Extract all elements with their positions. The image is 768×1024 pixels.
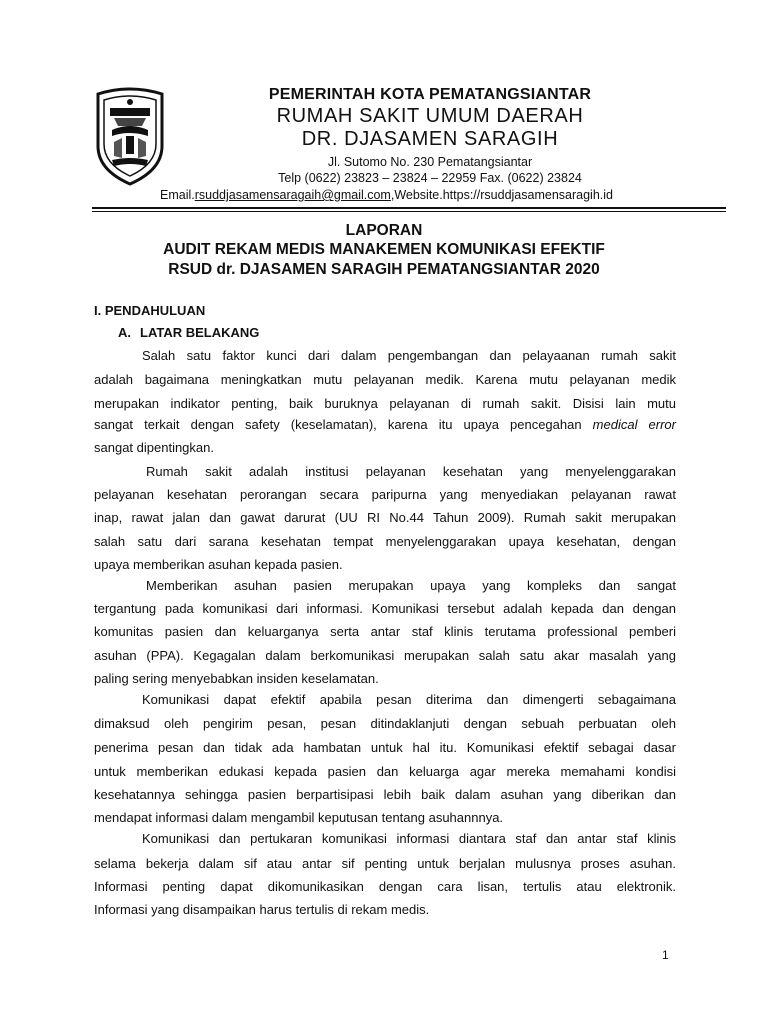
email-link[interactable]: rsuddjasamensaragaih@gmail.com <box>194 188 391 202</box>
paragraph-line: selama bekerja dalam sif atau antar sif penting untuk berjalan mulusnya proses asuhan. <box>94 856 676 871</box>
subsection-title: LATAR BELAKANG <box>140 325 260 340</box>
hospital-name-line2: DR. DJASAMEN SARAGIH <box>301 128 559 150</box>
website-text: ,Website.https://rsuddjasamensaragih.id <box>390 188 613 202</box>
hospital-address: Jl. Sutomo No. 230 Pematangsiantar <box>327 155 533 169</box>
paragraph-line: Informasi yang disampaikan harus tertulis di rekam medis. <box>94 902 430 917</box>
paragraph-line: Rumah sakit adalah institusi pelayanan kesehatan yang menyelenggarakan <box>146 464 676 479</box>
paragraph-line: Memberikan asuhan pasien merupakan upaya yang kompleks dan sangat <box>146 578 676 593</box>
hospital-contact <box>160 188 613 202</box>
paragraph-line: untuk memberikan edukasi kepada pasien dan keluarga agar mereka memahami kondisi <box>94 764 676 779</box>
paragraph-line: Informasi penting dapat dikomunikasikan dengan cara lisan, tertulis atau elektronik. <box>94 879 676 894</box>
subsection-number: A. <box>118 325 131 340</box>
paragraph-line: Salah satu faktor kunci dari dalam pengembangan dan pelayaanan rumah sakit <box>142 348 676 363</box>
section-heading: I. PENDAHULUAN <box>94 303 206 318</box>
hospital-name-line1: RUMAH SAKIT UMUM DAERAH <box>276 105 584 127</box>
report-title-line1: LAPORAN <box>345 222 423 239</box>
paragraph-line: asuhan (PPA). Kegagalan dalam berkomunikasi merupakan salah satu akar masalah yang <box>94 648 676 663</box>
paragraph-line: tergantung pada komunikasi dari informasi. Komunikasi tersebut adalah kepada dan dengan <box>94 601 676 616</box>
paragraph-line: inap, rawat jalan dan gawat darurat (UU RI No.44 Tahun 2009). Rumah sakit merupakan <box>94 510 676 525</box>
paragraph-line: paling sering menyebabkan insiden keselamatan. <box>94 671 379 686</box>
paragraph-line: merupakan indikator penting, baik buruknya pelayanan di rumah sakit. Disisi lain mutu <box>94 396 676 411</box>
email-prefix: Email. <box>160 188 195 202</box>
paragraph-line: pelayanan kesehatan perorangan secara paripurna yang menyediakan pelayanan rawat <box>94 487 676 502</box>
paragraph-line: komunitas pasien dan keluarganya serta antar staf klinis terutama professional pemberi <box>94 624 676 639</box>
paragraph-line <box>94 417 676 433</box>
paragraph-line: Komunikasi dan pertukaran komunikasi informasi diantara staf dan antar staf klinis <box>142 831 676 846</box>
italic-term: medical error <box>592 417 676 432</box>
paragraph-text: sangat terkait dengan safety (keselamatan), karena itu upaya pencegahan <box>94 417 582 432</box>
paragraph-line: kesehatannya sehingga pasien berpartisipasi lebih baik dalam asuhan yang diberikan dan <box>94 787 676 802</box>
letterhead-rule-thick <box>92 207 726 209</box>
hospital-phone: Telp (0622) 23823 – 23824 – 22959 Fax. (0622) 23824 <box>278 171 582 185</box>
paragraph-line: penerima pesan dan tidak ada hambatan untuk hal itu. Komunikasi efektif sebagai dasar <box>94 740 676 755</box>
letterhead-rule-thin <box>92 211 726 212</box>
paragraph-line: Komunikasi dapat efektif apabila pesan diterima dan dimengerti sebagaimana <box>142 692 676 707</box>
paragraph-line: dimaksud oleh pengirim pesan, pesan ditindaklanjuti dengan sebuah perbuatan oleh <box>94 716 676 731</box>
subsection-heading <box>118 325 259 340</box>
paragraph-line: salah satu dari sarana kesehatan tempat menyelenggarakan upaya kesehatan, dengan <box>94 534 676 549</box>
paragraph-line: mendapat informasi dalam mengambil keputusan tentang asuhannnya. <box>94 810 504 825</box>
paragraph-line: upaya memberikan asuhan kepada pasien. <box>94 557 343 572</box>
report-title-line2: AUDIT REKAM MEDIS MANAKEMEN KOMUNIKASI EFEKTIF <box>163 241 605 258</box>
report-title-line3: RSUD dr. DJASAMEN SARAGIH PEMATANGSIANTAR 2020 <box>168 261 600 278</box>
paragraph-line: adalah bagaimana meningkatkan mutu pelayanan medik. Karena mutu pelayanan medik <box>94 372 676 387</box>
page-number: 1 <box>662 948 669 962</box>
government-name: PEMERINTAH KOTA PEMATANGSIANTAR <box>268 86 592 103</box>
paragraph-line: sangat dipentingkan. <box>94 440 214 455</box>
